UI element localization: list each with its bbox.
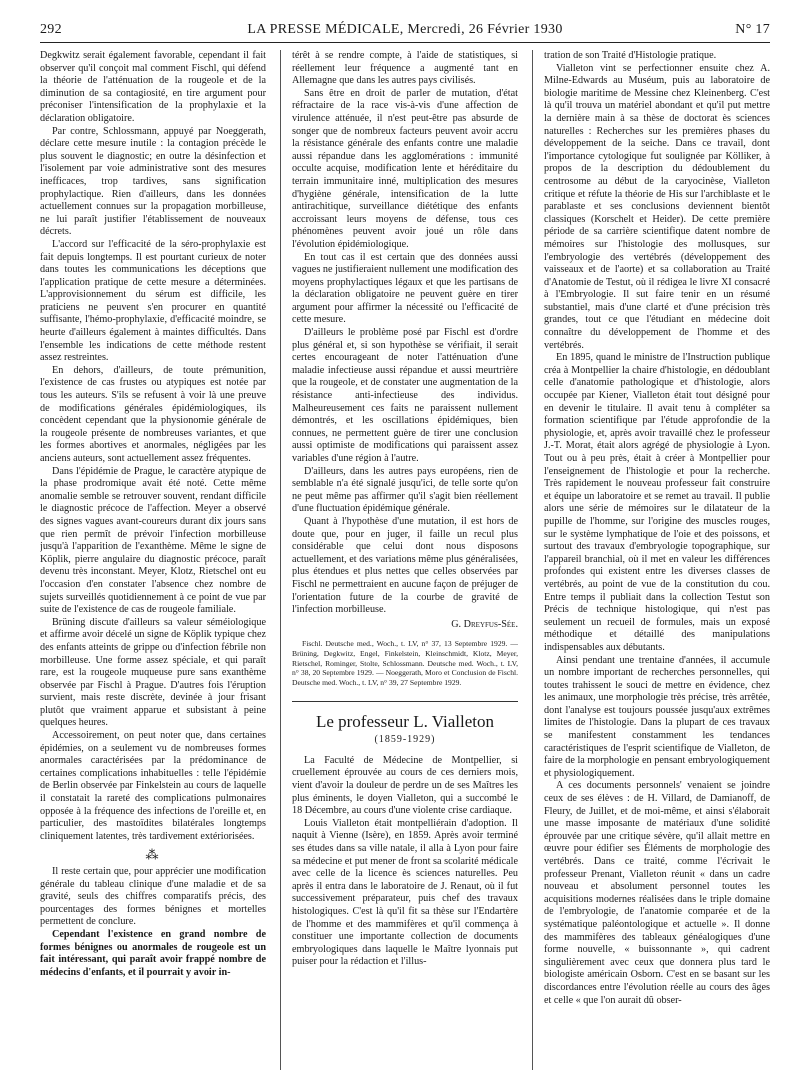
section-separator: ⁂: [145, 847, 161, 863]
column-divider: [280, 50, 281, 1070]
paragraph: Vialleton vint se perfectionner ensuite chez A. Milne-Edwards au Muséum, puis au laboratoire de biologie maritime de Messine chez Kleinenberg. C'est là qu'il trouva un matériel abondant et qu'il put mettre la dernière main à sa thèse de doctorat ès sciences naturelles : Recherches sur les premières phases du développement de la seiche. Dans ce travail, dont l'importance cytologique fut soulignée par Kölliker, à propos de la description du dédoublement du centrosome au début de la caryocinèse, Vialleton critique et réfute la théorie de His sur l'archiblaste et le parablaste et ses conclusions deviennent bientôt classiques (Korschelt et Heider). De cette première période de sa carrière scientifique datent nombre de mémoires sur l'histologie des mollusques, sur l'embryologie des vertébrés (développement des vaisseaux et de l'aorte) et sa collaboration au Traité d'Anatomie de Testut, où il rédigea le livre XI consacré à l'Embryologie. Il sut faire tenir en un résumé substantiel, mais d'une clarté et d'une précision très grandes, tout ce que l'étudiant en médecine doit connaître du développement de l'homme et des vertébrés.: [544, 62, 770, 351]
paragraph: En dehors, d'ailleurs, de toute prémunition, l'existence de cas frustes ou atypiques est notée par tous les auteurs. S'ils se refusent à voir là une preuve de modifications générales épidémiologiques, ils concèdent cependant que la physionomie générale de la rougeole présente de nombreuses variantes, et que les formes abortives et anormales, négligées par les anciens auteurs, sont actuellement assez fréquentes.: [40, 364, 266, 464]
column-middle: [292, 50, 518, 1070]
paragraph: D'ailleurs le problème posé par Fischl est d'ordre plus général et, si son hypothèse se vérifiait, il serait certes encourageant de noter l'atténuation d'une maladie infectieuse aussi répandue et aussi meurtrière que la rougeole, et de constater une augmentation de la résistance anti-infectieuse des individus. Malheureusement ces faits ne paraissent nullement démontrés, et les oscillations épidémiques, bien connues, ne permettent guère de tirer une conclusion aussi optimiste de modifications qui paraissent assez variables d'une région à l'autre.: [292, 327, 518, 464]
references: [292, 639, 518, 687]
paragraph: Par contre, Schlossmann, appuyé par Noeggerath, déclare cette mesure inutile : la contagion précède le plus souvent le diagnostic; en outre la désinfection et l'isolement par voie administrative sont des mesures inefficaces, trop tardives, sans signification prophylactique. Rien d'ailleurs, dans les données actuellement connues sur la propagation morbilleuse, ne lui paraît justifier l'établissement de nouveaux décrets.: [40, 125, 266, 238]
header-rule: [40, 42, 770, 43]
page-number: 292: [40, 22, 62, 37]
paragraph: tration de son Traité d'Histologie pratique.: [544, 50, 717, 61]
paragraph: En 1895, quand le ministre de l'Instruction publique créa à Montpellier la chaire d'histologie, en dédoublant celle d'anatomie pathologique et d'histologie, alors occupée par Kiener, Vialleton était tout désigné pour en devenir le titulaire. Il avait tenu à compléter sa formation scientifique par l'étude approfondie de la physiologie, et, après avoir travaillé chez le professeur J.-T. Morat, était alors agrégé de physiologie à Lyon. Tout ou à peu près, était à créer à Montpellier pour l'enseignement de l'histologie et pour la recherche. Très rapidement le nouveau professeur fait construire et équipe un laboratoire et se remet au travail. Il publie alors une série de mémoires sur le dilatateur de la pupille de l'homme, sur l'origine des muscles rouges, sur le système lymphatique de l'oie et des poissons, et surtout des travaux d'embryologie topographique, sur l'appareil branchial, où il met en valeur les différences profondes qui existent entre les diverses classes de vertébrés, au point de vue de la constitution du cou. Entre temps il publiait dans la collection Testut son Précis de technique histologique, qui n'est pas seulement un recueil de formules, mais un exposé méthodique et détaillé des manipulations indispensables aux débutants.: [544, 352, 770, 653]
paragraph: Degkwitz serait également favorable, cependant il fait observer qu'il conçoit mal comment Fischl, qui défend la théorie de l'atténuation de la rougeole et de la diminution de sa contagiosité, en tire argument pour préconiser l'intensification de la prophylaxie et la déclaration obligatoire.: [40, 50, 266, 124]
article-title: Le professeur L. Vialleton: [315, 712, 495, 732]
running-header: [40, 22, 770, 40]
article-dates: (1859-1929): [374, 734, 436, 746]
paragraph: Ainsi pendant une trentaine d'années, il accumule un nombre important de recherches personnelles, qui toutes trahissent le souci de mettre en évidence, chez les animaux, une morphologie très précise, très arrêtée, dont l'analyse est toujours poussée jusqu'aux extrêmes limites de l'histologie. Dans la plupart de ces travaux se manifestent constamment les tendances caractéristiques de l'esprit scientifique de Vialleton, de faire de la morphologie en pensant embryologiquement et physiologiquement.: [544, 654, 770, 779]
column-right: [544, 50, 770, 1070]
column-divider: [532, 50, 533, 1070]
column-left: [40, 50, 266, 1070]
paragraph: Quant à l'hypothèse d'une mutation, il est hors de doute que, pour en juger, il faille un recul plus considérable que celui dont nous disposons actuellement, et des variations même plus généralisées, plus étendues et plus nettes que celles observées par Fischl ne permettraient en aucune façon de préjuger de l'orientation future de la courbe de gravité de l'infection morbilleuse.: [292, 515, 518, 616]
paragraph: A ces documents personnels' venaient se joindre ceux de ses élèves : de H. Villard, de Damianoff, de Fleury, de Juillet, et de moi-même, et ainsi s'élaborait une masse imposante de matériaux d'une solidité éprouvée par une critique sévère, qu'il allait mettre en œuvre pour édifier ses Éléments de morphologie des vertébrés. Dans ce traité, comme l'écrivait le professeur Prenant, Vialleton réunit « dans un cadre nouveau et absolument personnel toutes les acquisitions modernes réalisées dans le triple domaine de l'embryologie, de l'anatomie comparée et de la systématique paléontologique et actuelle ». Il donne des mammifères des tableaux généalogiques d'une forme nouvelle, « buissonnante », qui cadrent singulièrement avec ceux que donnera plus tard le biologiste américain Osborn. C'est en se basant sur les discordances entre l'évolution réelle au cours des âges et celle « que l'on aurait dû obser-: [544, 780, 770, 1006]
paragraph: Cependant l'existence en grand nombre de formes bénignes ou anormales de rougeole est un fait intéressant, qui paraît avoir frappé nombre de médecins d'enfants, et il pourrait y avoir in-: [40, 928, 266, 978]
paragraph: D'ailleurs, dans les autres pays européens, rien de semblable n'a été signalé jusqu'ici, de telle sorte qu'on ne peut même pas affirmer qu'il s'agit bien réellement d'une fluctuation épidémique générale.: [292, 465, 518, 515]
paragraph: Sans être en droit de parler de mutation, d'état réfractaire de la race vis-à-vis d'une affection de virulence atténuée, il n'est peut-être pas absurde de songer que de nombreux facteurs peuvent avoir accru la résistance générale des enfants contre une maladie aussi répandue dans les agglomérations : immunité occulte acquise, modification lente et héréditaire du terrain immunitaire inné, multiplication des mesures d'hygiène générale, intensification de la lutte antirachitique, surveillance diététique des enfants accroissant leurs moyens de défense, tous ces phénomènes peuvent avoir joué un rôle dans l'évolution épidémiologique.: [292, 87, 518, 250]
paragraph: térêt à se rendre compte, à l'aide de statistiques, si réellement leur fréquence a augmenté tant en Allemagne que dans les autres pays civilisés.: [292, 50, 518, 87]
author-signature: G. Dreyfus-Sée.: [451, 618, 518, 630]
issue-number: N° 17: [735, 22, 770, 37]
paragraph: Il reste certain que, pour apprécier une modification générale du tableau clinique d'une maladie et de sa gravité, seuls des chiffres comparatifs précis, des pourcentages des formes bénignes et mortelles permettent de conclure.: [40, 866, 266, 928]
paragraph: Accessoirement, on peut noter que, dans certaines épidémies, on a seulement vu de nombreuses formes anormales caractérisées par la prédominance de certaines complications inhabituelles : telle l'épidémie de Berlin observée par Finkelstein au cours de laquelle il constatait la rareté des complications pulmonaires opposée à la fréquence des infections de l'oreille et, en particulier, des mastoïdites bilatérales longtemps cliniquement latentes, très tardivement extériorisées.: [40, 730, 266, 842]
paragraph: Brüning discute d'ailleurs sa valeur séméiologique et affirme avoir décelé un signe de Köplik typique chez des enfants atteints de grippe ou d'infection fébrile non morbilleuse. Une forme assez spéciale, et qui paraît rare, est la rougeole muqueuse pure sans exanthème observée par Fischl à Prague. D'autres fois l'éruption survient, mais reste discrète, devinée à jour frisant plutôt que vraiment apparue et subsistant à peine quelques heures.: [40, 616, 266, 729]
paragraph: En tout cas il est certain que des données aussi vagues ne justifieraient nullement une modification des moyens prophylactiques légaux et que les partisans de la déclaration obligatoire ne peuvent guère en tirer argument pour affirmer la nécessité ou l'efficacité de cette mesure.: [292, 251, 518, 326]
reference-text: Fischl. Deutsche med., Woch., t. LV, n° 37, 13 Septembre 1929. — Brüning, Degkwitz, Engel, Finkelstein, Kleinschmidt, Klotz, Meyer, Rietschel, Rominger, Stolte, Schlossmann. Deutsche med. Woch., t. LV, n° 38, 20 Septembre 1929. — Noeggerath, Moro et Conclusion de Fischl. Deutsche med. Woch., t. LV, n° 39, 27 Septembre 1929.: [292, 639, 518, 687]
section-rule: [292, 701, 518, 702]
paragraph: Louis Vialleton était montpelliérain d'adoption. Il naquit à Vienne (Isère), en 1859. Après avoir terminé ses études dans sa ville natale, il alla à Lyon pour faire sa médecine et put mener de front sa scolarité médicale avec celle de la licence ès sciences naturelles. Peu après il entra dans le laboratoire de J. Renaut, où il fut successivement préparateur, puis chef des travaux histologiques. C'est là qu'il fit sa thèse sur l'Endartère de l'homme et des mammifères et qu'il commença à constituer une importante collection de documents embryologiques dans laquelle le Maître lyonnais put puiser pour la rédaction et l'illus-: [292, 817, 518, 968]
paragraph: La Faculté de Médecine de Montpellier, si cruellement éprouvée au cours de ces derniers mois, vient d'avoir la douleur de perdre un de ses Maîtres les plus éminents, le doyen Vialleton, qui a succombé le 18 Décembre, au cours d'une violente crise cardiaque.: [292, 754, 518, 817]
journal-title: LA PRESSE MÉDICALE, Mercredi, 26 Février 1930: [247, 22, 563, 37]
paragraph: Dans l'épidémie de Prague, le caractère atypique de la phase prodromique avait été noté. Cette même anomalie semble se retrouver souvent, rendant difficile le diagnostic précoce de l'affection. Meyer a observé des signes vagues avant-coureurs durant dix jours sans que rien permît de prévoir l'infection morbilleuse jusqu'à l'apparition de l'exanthème. Même le signe de Köplik, pierre angulaire du diagnostic précoce, paraît devenu très inconstant. Meyer, Klotz, Rietschel ont eu l'occasion d'en constater l'absence chez nombre de sujets surveillés quotidiennement à ce point de vue par suite de l'existence de cas de rougeole familiale.: [40, 465, 266, 616]
paragraph: L'accord sur l'efficacité de la séro-prophylaxie est fait depuis longtemps. Il est pourtant curieux de noter dans toutes les communications les déceptions que l'application pratique de cette mesure a déterminées. L'approvisionnement du sérum est difficile, les praticiens ne peuvent s'en procurer en quantité suffisante, l'hémo-prophylaxie, d'efficacité moindre, se heurte d'ailleurs également à maintes difficultés. Dans l'ensemble les indications de cette méthode restent assez restreintes.: [40, 238, 266, 364]
